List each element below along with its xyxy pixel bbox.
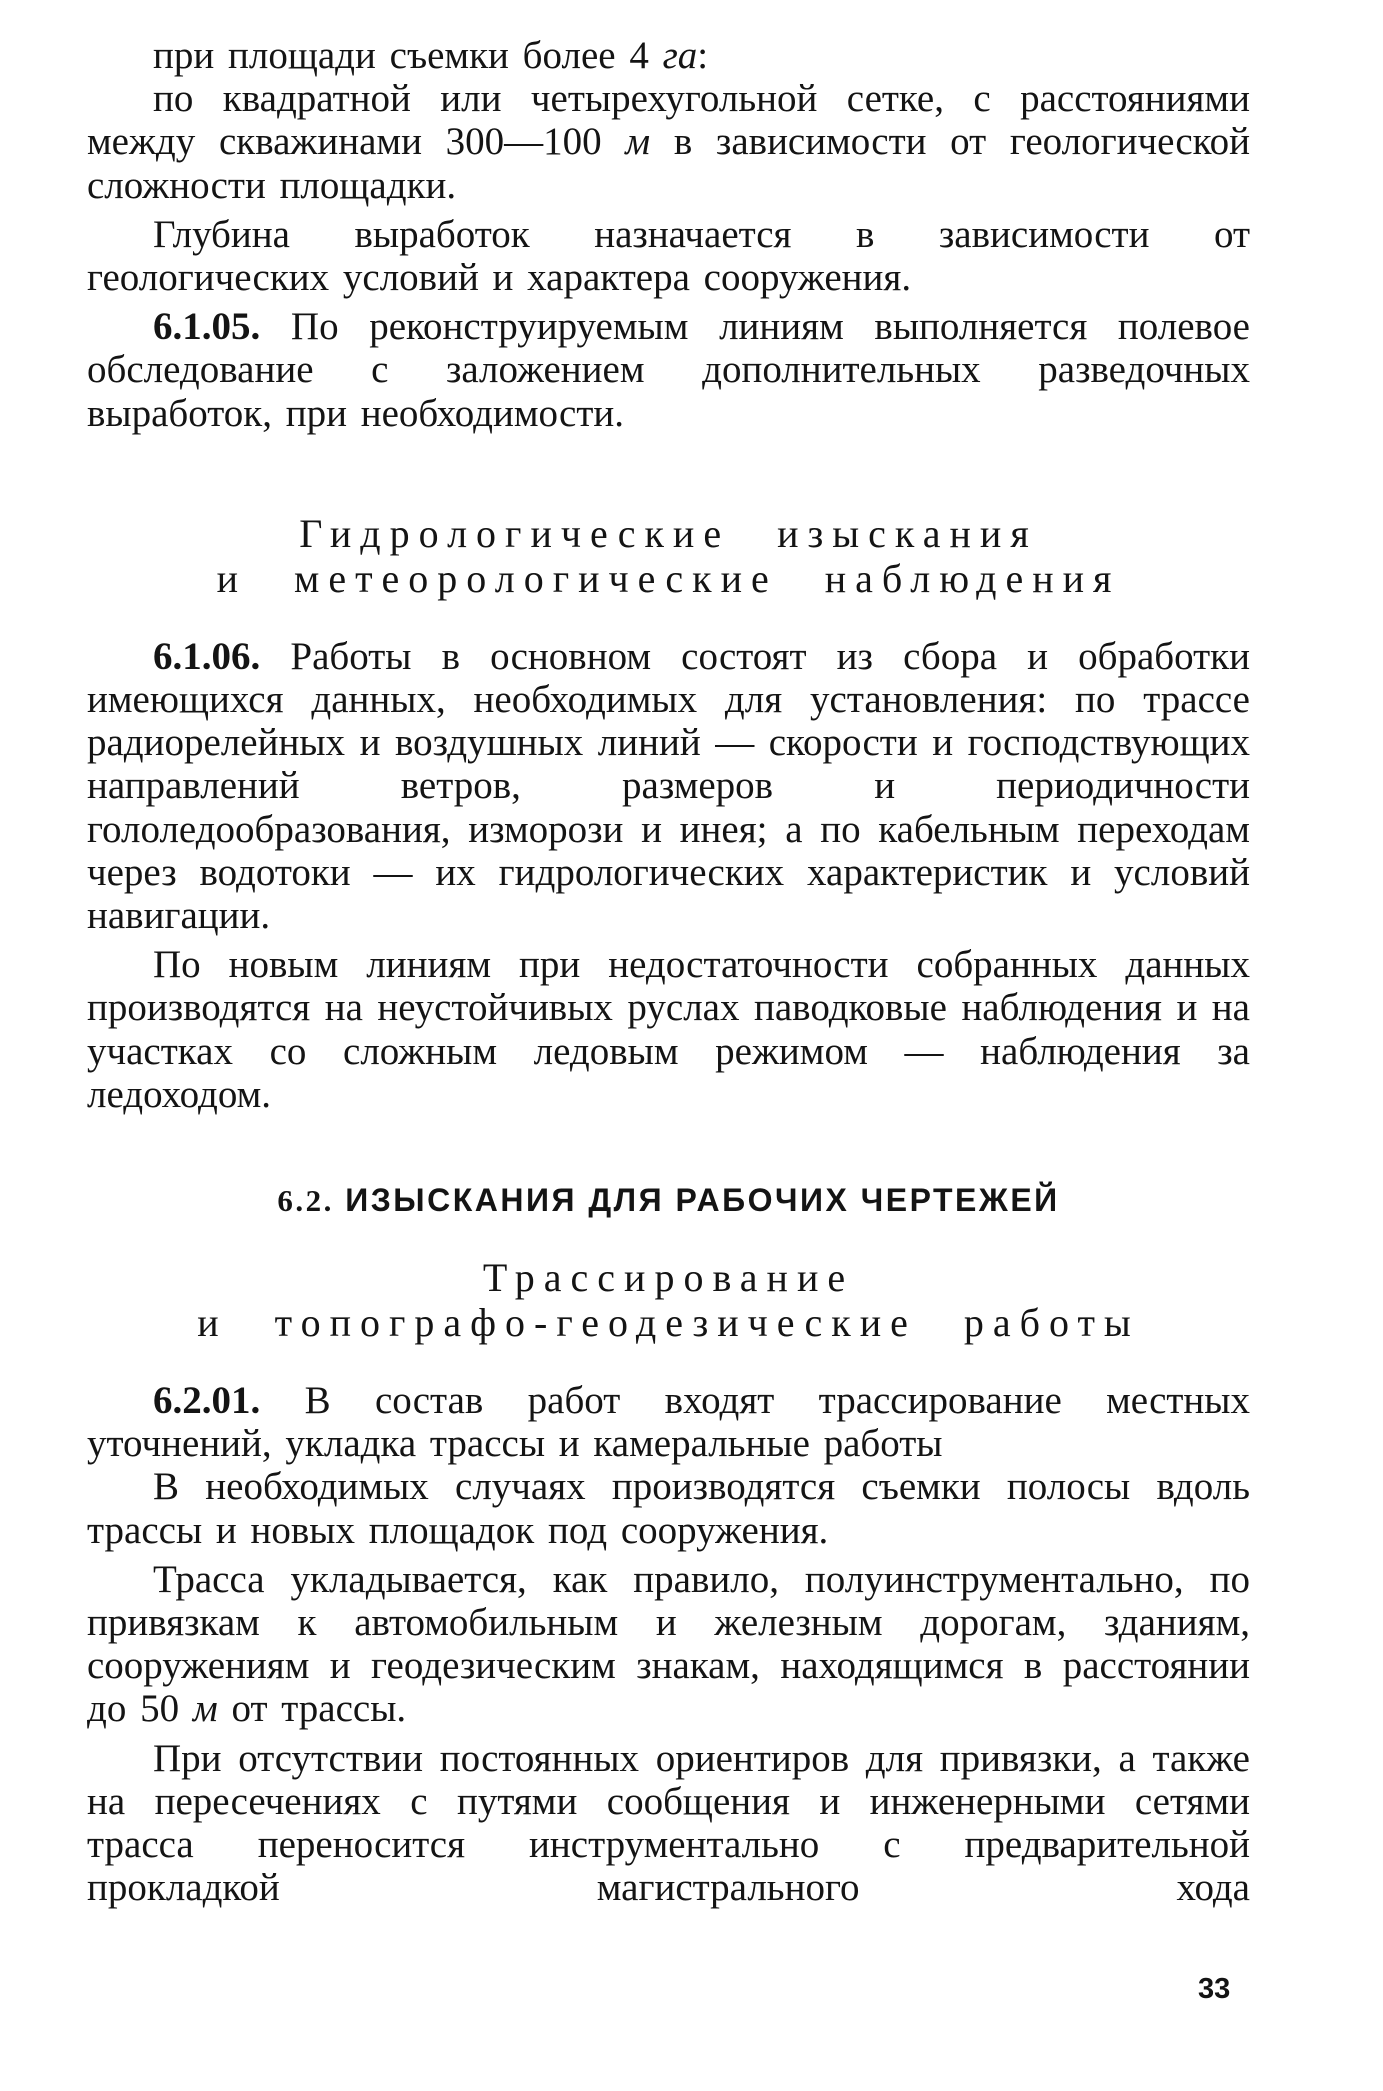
unit-meter: м	[625, 120, 651, 164]
spacer	[87, 1345, 1250, 1379]
paragraph-route-text-a: Трасса укладывается, как правило, полуинструментально, по привязкам к автомобильным и железным дорогам, зданиям, сооружениям и геодезическим знакам, находящимся в расстоянии до 50	[87, 1557, 1250, 1731]
paragraph-depth: Глубина выработок назначается в зависимости от геологических условий и характера сооружения.	[87, 212, 1250, 300]
document-page	[87, 34, 1250, 1910]
paragraph-new-lines: По новым линиям при недостаточности собранных данных производятся на неустойчивых руслах паводковые наблюдения и на участках со сложным ледовым режимом — наблюдения за ледоходом.	[87, 943, 1250, 1116]
clause-number: 6.1.05.	[153, 305, 261, 349]
section-title-text: ИЗЫСКАНИЯ ДЛЯ РАБОЧИХ ЧЕРТЕЖЕЙ	[333, 1182, 1060, 1219]
paragraph-area-condition-text: при площади съемки более 4	[153, 34, 663, 77]
spacer	[87, 601, 1250, 635]
clause-number: 6.2.01.	[153, 1379, 261, 1423]
unit-hectare: га	[662, 34, 698, 77]
clause-text: В состав работ входят трассирование местных уточнений, укладка трассы и камеральные работы	[87, 1379, 1250, 1466]
subheading-hydrology-line2: и метеорологические наблюдения	[216, 555, 1121, 601]
spacer	[87, 1219, 1250, 1255]
paragraph-surveys: В необходимых случаях производятся съемки полосы вдоль трассы и новых площадок под сооружения.	[87, 1465, 1250, 1552]
subheading-hydrology-line1: Гидрологические изыскания	[299, 510, 1038, 556]
clause-6-2-01	[87, 1379, 1250, 1465]
clause-number: 6.1.06.	[153, 634, 261, 678]
spacer	[87, 435, 1250, 511]
clause-6-1-05	[87, 305, 1250, 435]
clause-6-1-06	[87, 635, 1250, 937]
clause-text: Работы в основном состоят из сбора и обработки имеющихся данных, необходимых для установления: по трассе радиорелейных и воздушных линий — скорости и господствующих направлений ветров, размеров и периодичности гололедообразования, изморози и инея; а по кабельным переходам через водотоки — их гидрологических характеристик и условий навигации.	[87, 634, 1250, 938]
page-number: 33	[1198, 1973, 1231, 2005]
paragraph-grid-text-a: по квадратной или четырехугольной сетке, с расстояниями между скважинами 300—100	[87, 77, 1250, 164]
section-title-6-2	[87, 1182, 1250, 1219]
paragraph-route	[87, 1558, 1250, 1731]
unit-meter: м	[192, 1687, 218, 1731]
paragraph-grid-text-b: в зависимости от геологической сложности площадки.	[87, 120, 1251, 207]
subheading-tracing-line2: и топографо-геодезические работы	[197, 1300, 1140, 1346]
paragraph-route-text-b: от трассы.	[217, 1687, 407, 1731]
paragraph-area-condition	[87, 34, 1250, 77]
clause-text: По реконструируемым линиям выполняется полевое обследование с заложением дополнительных разведочных выработок, при необходимости.	[87, 305, 1250, 435]
colon: :	[697, 34, 709, 77]
paragraph-grid	[87, 77, 1250, 207]
section-number: 6.2.	[277, 1183, 334, 1219]
paragraph-no-landmarks: При отсутствии постоянных ориентиров для привязки, а также на пересечениях с путями сообщения и инженерными сетями трасса переносится инструментально с предварительной прокладкой магистрального хода	[87, 1736, 1250, 1910]
subheading-tracing-line1: Трассирование	[482, 1255, 855, 1301]
spacer	[87, 1116, 1250, 1182]
